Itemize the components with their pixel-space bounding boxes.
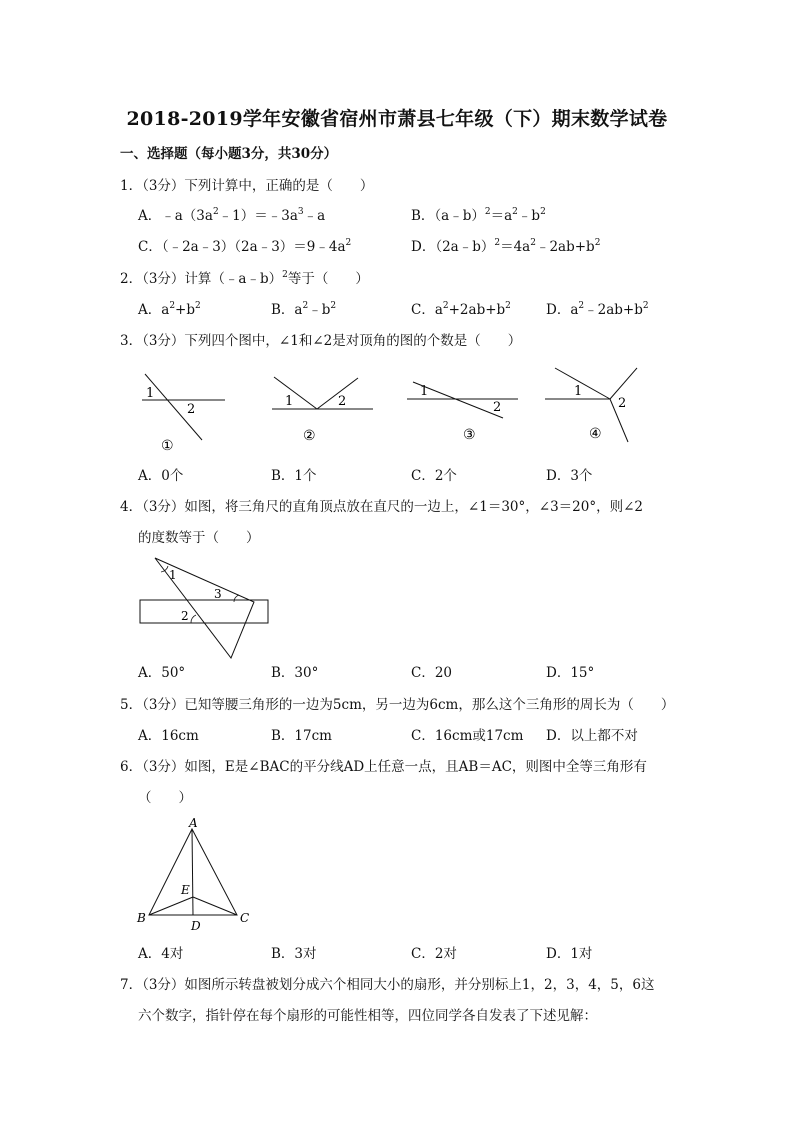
q3-fig4-caption: ④ (589, 426, 602, 442)
q3-figure-1 (142, 374, 225, 454)
q4-label-3: 3 (214, 587, 222, 601)
q2-option-d: D．$a^2﹣2ab+b^2$ (546, 300, 649, 318)
q3-fig2-label-2: 2 (338, 394, 347, 409)
q6-option-a: A．4对 (138, 946, 184, 962)
q3-fig2-caption: ② (303, 428, 316, 444)
q6-vertex-e: E (181, 883, 190, 897)
q6-stem-line2: （ ） (138, 790, 192, 806)
q3-fig1-label-2: 2 (187, 402, 196, 417)
q3-option-b: B．1个 (271, 468, 317, 484)
q3-fig1-caption: ① (161, 438, 174, 454)
q3-figure-2 (272, 377, 373, 444)
q5-option-c: C．16cm或17cm (411, 728, 524, 744)
q4-option-d: D．15° (546, 665, 595, 681)
q4-option-c: C．20 (411, 665, 453, 681)
q1-option-d: D．$(2a﹣b)^2=4a^2﹣2ab+b^2$ (411, 237, 601, 255)
q1-option-c: C．$(﹣2a﹣3)(2a﹣3)=9﹣4a^2$ (138, 237, 352, 255)
q1-option-b: B．$(a﹣b)^2=a^2﹣b^2$ (411, 206, 546, 224)
q3-option-d: D．3个 (546, 468, 593, 484)
q3-fig3-caption: ③ (463, 427, 476, 443)
q6-vertex-d: D (191, 919, 201, 933)
q6-vertex-c: C (240, 911, 250, 925)
q6-option-c: C．2对 (411, 946, 457, 962)
q3-fig4-label-2: 2 (618, 396, 627, 411)
q3-figure-4 (545, 368, 637, 442)
q3-fig3-label-2: 2 (493, 400, 502, 415)
q6-option-b: B．3对 (271, 946, 317, 962)
q3-figures (130, 360, 650, 455)
q3-fig2-label-1: 1 (285, 394, 294, 409)
q7-stem-line1: 7．（3分）如图所示转盘被划分成六个相同大小的扇形，并分别标上1，2，3，4，5，6这 (120, 977, 655, 993)
q4-option-a: A．50° (138, 665, 186, 681)
q7-stem-line2: 六个数字，指针停在每个扇形的可能性相等，四位同学各自发表了下述见解： (138, 1008, 597, 1024)
q5-option-d: D．以上都不对 (546, 728, 638, 744)
q1-option-a: A．$﹣a(3a^2﹣1)=﹣3a^3﹣a$ (138, 206, 326, 224)
q4-stem-line1: 4．（3分）如图，将三角尺的直角顶点放在直尺的一边上，∠1＝30°，∠3＝20°，则∠2 (120, 499, 643, 515)
q4-label-1: 1 (169, 568, 177, 582)
q3-fig1-label-1: 1 (146, 386, 155, 401)
q3-figure-3 (407, 382, 518, 443)
q2-option-a: A．$a^2+b^2$ (138, 300, 201, 318)
q1-stem: 1．（3分）下列计算中，正确的是（ ） (120, 178, 374, 194)
q4-label-2: 2 (181, 609, 189, 623)
q4-ruler (140, 600, 268, 623)
q3-fig3-label-1: 1 (420, 384, 429, 399)
q4-option-b: B．30° (271, 665, 319, 681)
q6-figure (130, 815, 260, 935)
q3-stem: 3．（3分）下列四个图中，∠1和∠2是对顶角的图的个数是（ ） (120, 333, 522, 349)
q6-option-d: D．1对 (546, 946, 593, 962)
q3-option-a: A．0个 (138, 468, 184, 484)
q5-option-a: A．16cm (138, 728, 199, 744)
q4-stem-line2: 的度数等于（ ） (138, 530, 260, 546)
q3-option-c: C．2个 (411, 468, 457, 484)
q2-stem: 2．（3分）计算（﹣a﹣b）$^2$等于（ ） (120, 269, 369, 287)
page-title: 2018-2019学年安徽省宿州市萧县七年级（下）期末数学试卷 (126, 108, 668, 130)
q5-option-b: B．17cm (271, 728, 332, 744)
q4-figure (135, 552, 280, 664)
q6-vertex-b: B (137, 911, 146, 925)
q3-fig4-label-1: 1 (574, 384, 583, 399)
q6-vertex-a: A (189, 816, 198, 830)
q5-stem: 5．（3分）已知等腰三角形的一边为5cm，另一边为6cm，那么这个三角形的周长为（ ） (120, 697, 675, 713)
q2-option-b: B．$a^2﹣b^2$ (271, 300, 337, 318)
q2-option-c: C．$a^2+2ab+b^2$ (411, 300, 511, 318)
section-heading: 一、选择题（每小题3分，共30分） (120, 146, 338, 162)
q6-stem-line1: 6．（3分）如图，E是∠BAC的平分线AD上任意一点，且AB＝AC，则图中全等三角形有 (120, 759, 647, 775)
